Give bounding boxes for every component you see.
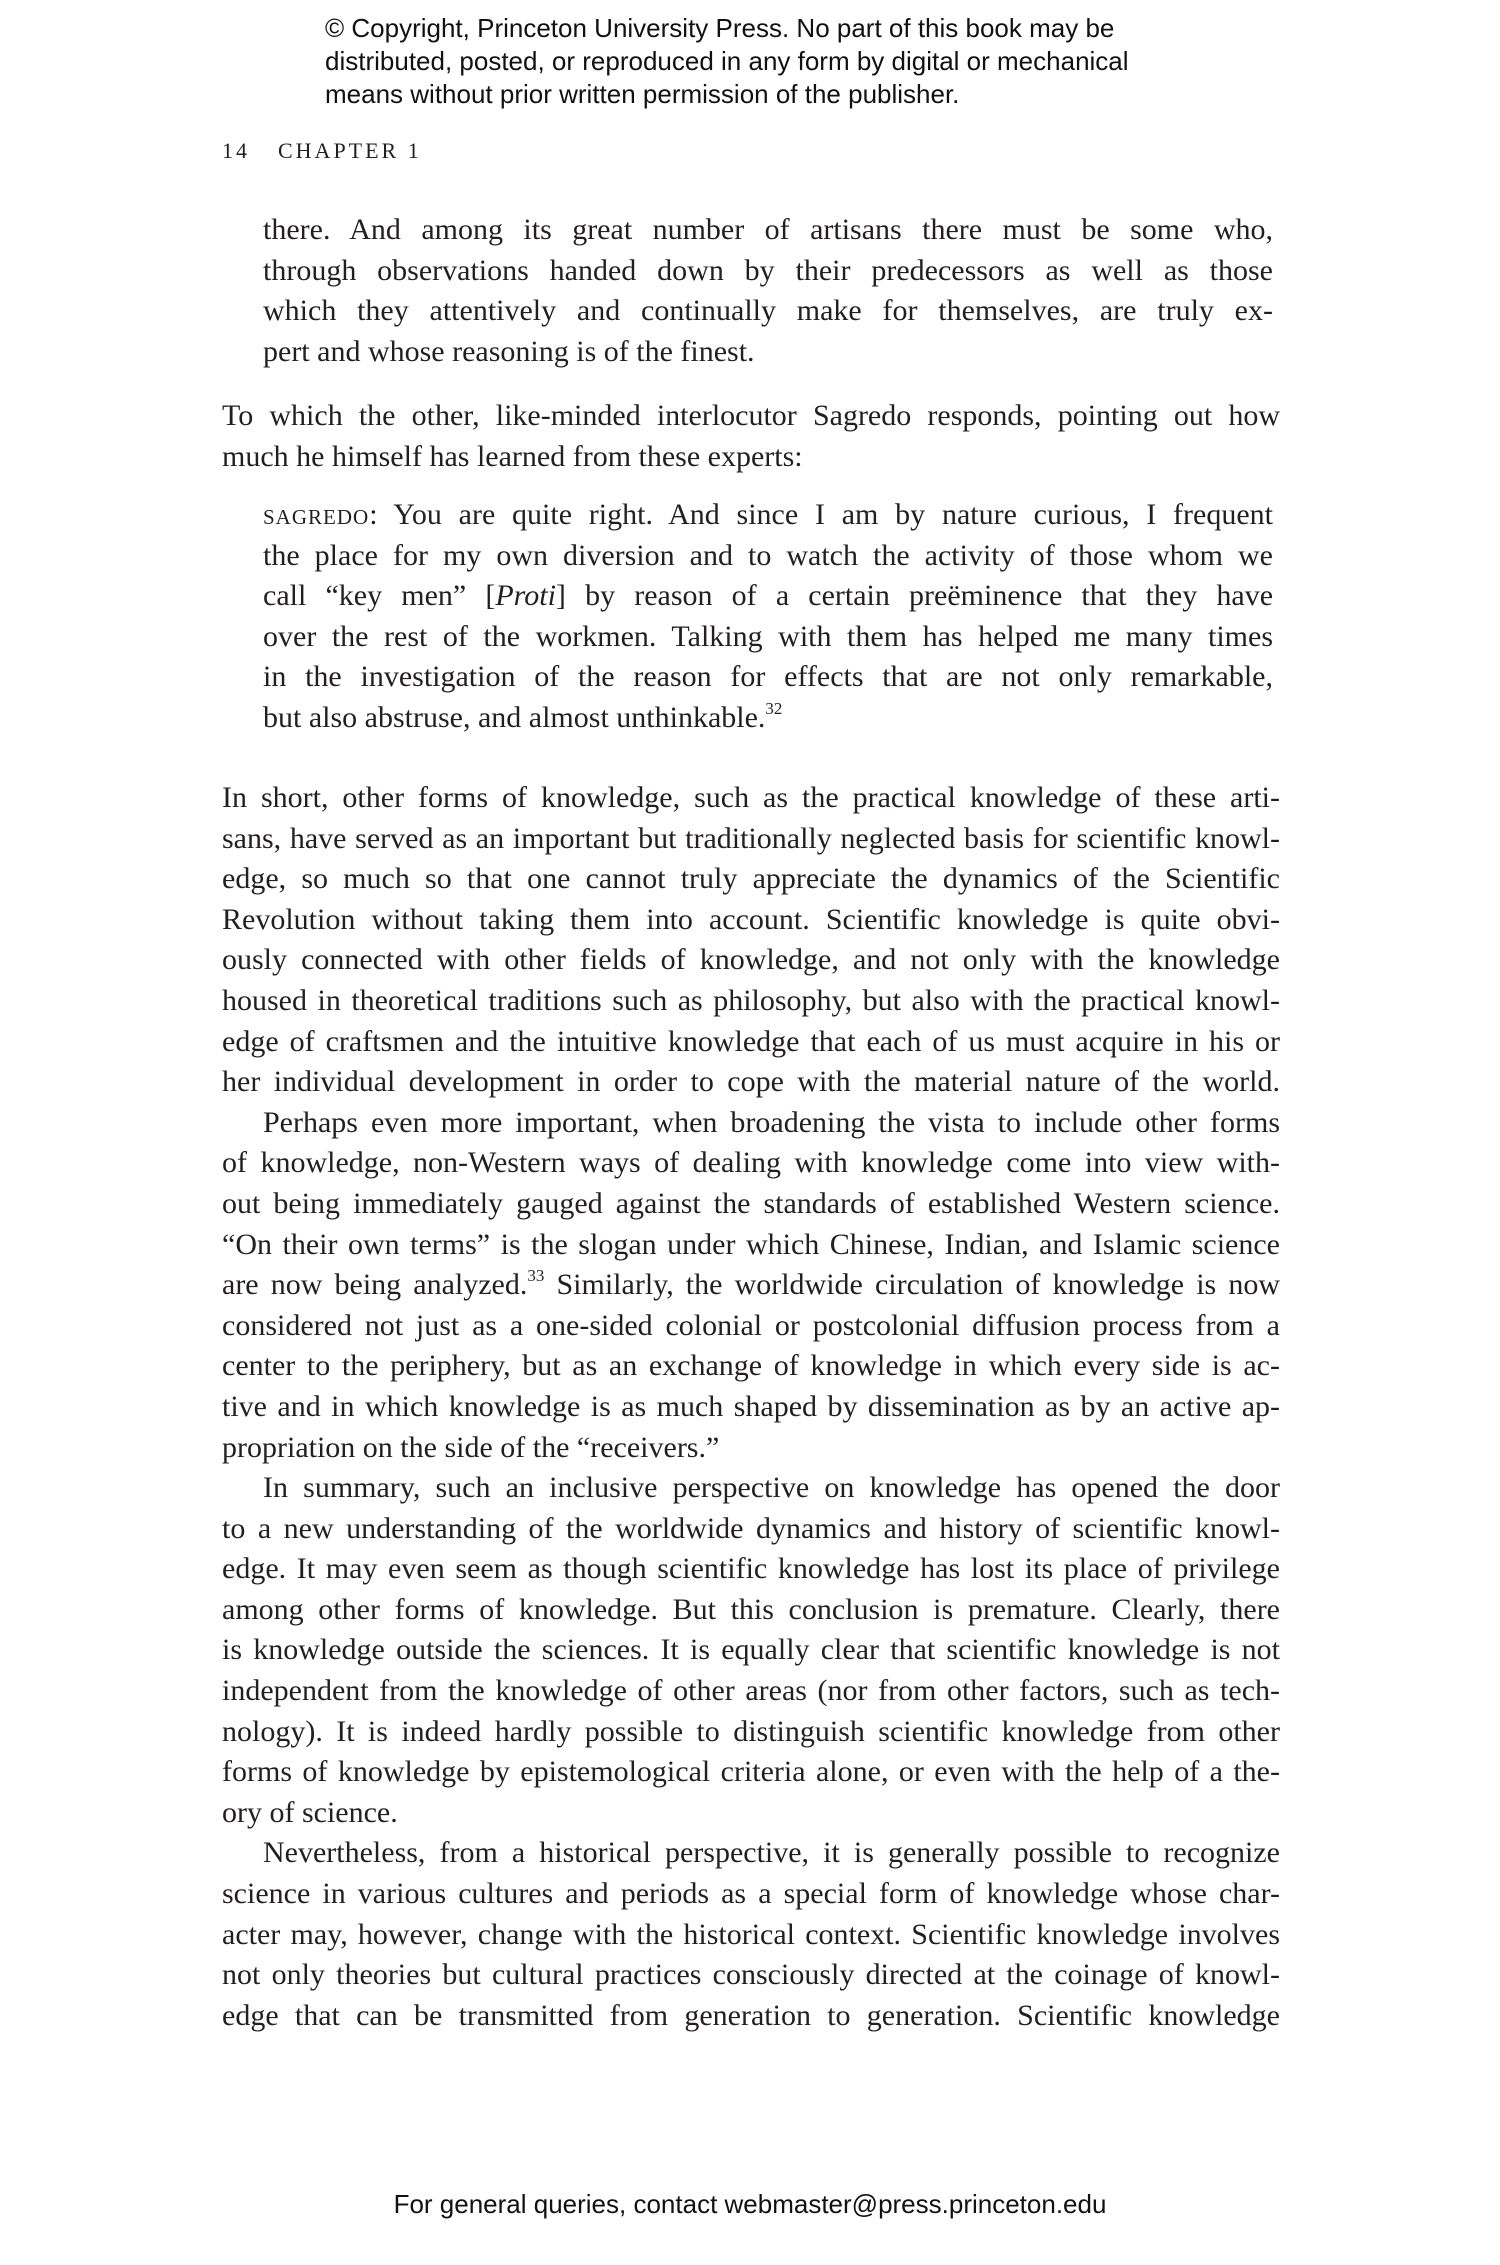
contact-footer: For general queries, contact webmaster@press.princeton.edu bbox=[393, 2189, 1107, 2219]
text-line: Nevertheless, from a historical perspective, it is generally possible to recognize bbox=[263, 1836, 1280, 1870]
text-line: tive and in which knowledge is as much shaped by dissemination as by an active ap- bbox=[222, 1389, 1280, 1423]
page-number: 14 bbox=[222, 138, 250, 163]
copyright-line: distributed, posted, or reproduced in any form by digital or mechanical bbox=[325, 46, 1129, 76]
text-line: In short, other forms of knowledge, such as the practical knowledge of these arti- bbox=[222, 781, 1280, 814]
speaker-name: sagredo bbox=[263, 498, 370, 531]
text-line: to a new understanding of the worldwide dynamics and history of scientific knowl- bbox=[222, 1511, 1280, 1545]
text-line bbox=[263, 698, 1273, 739]
text-line: science in various cultures and periods as a special form of knowledge whose char- bbox=[222, 1877, 1280, 1911]
text-line: edge, so much so that one cannot truly appreciate the dynamics of the Scientific bbox=[222, 862, 1280, 896]
text-line: which they attentively and continually make for themselves, are truly ex- bbox=[263, 294, 1273, 327]
text-line: in the investigation of the reason for effects that are not only remarkable, bbox=[263, 660, 1273, 693]
text-line bbox=[263, 576, 1273, 617]
text-line: sans, have served as an important but traditionally neglected basis for scientific knowl- bbox=[222, 821, 1280, 855]
paragraph-non-western bbox=[222, 1103, 1280, 1468]
text-line: among other forms of knowledge. But this conclusion is premature. Clearly, there bbox=[222, 1592, 1280, 1626]
text-line: ously connected with other fields of knowledge, and not only with the knowledge bbox=[222, 943, 1280, 977]
text-line: her individual development in order to cope with the material nature of the world. bbox=[222, 1065, 1280, 1099]
block-quote-sagredo bbox=[263, 495, 1273, 738]
text-fragment: : You are quite right. And since I am by nature curious, I frequent bbox=[369, 498, 1273, 531]
copyright-line: © Copyright, Princeton University Press. No part of this book may be bbox=[325, 13, 1115, 43]
text-fragment: ] by reason of a certain preëminence that they have bbox=[555, 579, 1274, 612]
main-body-text bbox=[222, 778, 1280, 2036]
text-line: out being immediately gauged against the standards of established Western science. bbox=[222, 1186, 1280, 1220]
text-line: is knowledge outside the sciences. It is equally clear that scientific knowledge is not bbox=[222, 1633, 1280, 1667]
text-line: there. And among its great number of artisans there must be some who, bbox=[263, 213, 1273, 246]
text-line: nology). It is indeed hardly possible to distinguish scientific knowledge from other bbox=[222, 1714, 1280, 1748]
text-line: edge. It may even seem as though scientific knowledge has lost its place of privilege bbox=[222, 1552, 1280, 1586]
text-line: considered not just as a one-sided colonial or postcolonial diffusion process from a bbox=[222, 1308, 1280, 1342]
copyright-line: means without prior written permission of the publisher. bbox=[325, 79, 960, 109]
copyright-notice bbox=[325, 12, 1325, 111]
text-fragment: Similarly, the worldwide circulation of knowledge is now bbox=[544, 1268, 1280, 1302]
text-line: In summary, such an inclusive perspective on knowledge has opened the door bbox=[263, 1471, 1280, 1505]
text-fragment: are now being analyzed. bbox=[222, 1268, 528, 1302]
footnote-ref: 32 bbox=[765, 698, 783, 718]
text-line: Perhaps even more important, when broadening the vista to include other forms bbox=[263, 1105, 1280, 1139]
footnote-ref: 33 bbox=[527, 1266, 545, 1286]
text-line: Revolution without taking them into account. Scientific knowledge is quite obvi- bbox=[222, 902, 1280, 936]
paragraph-summary bbox=[222, 1468, 1280, 1833]
chapter-label: CHAPTER 1 bbox=[278, 138, 422, 163]
text-line: acter may, however, change with the historical context. Scientific knowledge involves bbox=[222, 1917, 1280, 1951]
text-line: To which the other, like-minded interlocutor Sagredo responds, pointing out how bbox=[222, 399, 1280, 432]
italic-term: Proti bbox=[495, 579, 556, 612]
paragraph-other-forms bbox=[222, 778, 1280, 1103]
text-line: propriation on the side of the “receivers.” bbox=[222, 1430, 720, 1464]
text-line: edge of craftsmen and the intuitive knowledge that each of us must acquire in his or bbox=[222, 1024, 1280, 1058]
text-line: edge that can be transmitted from generation to generation. Scientific knowledge bbox=[222, 1998, 1280, 2032]
text-line: independent from the knowledge of other areas (nor from other factors, such as tech- bbox=[222, 1674, 1280, 1708]
text-line: through observations handed down by their predecessors as well as those bbox=[263, 253, 1273, 287]
paragraph-historical-perspective bbox=[222, 1833, 1280, 2036]
text-line: not only theories but cultural practices consciously directed at the coinage of knowl- bbox=[222, 1958, 1280, 1992]
text-line: of knowledge, non-Western ways of dealing with knowledge come into view with- bbox=[222, 1146, 1280, 1180]
text-line bbox=[263, 495, 1273, 536]
running-head bbox=[222, 138, 422, 164]
text-line: over the rest of the workmen. Talking with them has helped me many times bbox=[263, 619, 1273, 653]
text-line: “On their own terms” is the slogan under which Chinese, Indian, and Islamic science bbox=[222, 1227, 1280, 1261]
text-line: pert and whose reasoning is of the finest. bbox=[263, 334, 755, 368]
text-fragment: call “key men” [ bbox=[263, 579, 496, 612]
text-fragment: but also abstruse, and almost unthinkable. bbox=[263, 700, 766, 734]
text-line: much he himself has learned from these experts: bbox=[222, 440, 803, 473]
text-line: forms of knowledge by epistemological criteria alone, or even with the help of a the- bbox=[222, 1755, 1280, 1789]
block-quote-artisans bbox=[263, 210, 1273, 372]
text-line: ory of science. bbox=[222, 1795, 398, 1829]
paragraph-intro-sagredo bbox=[222, 395, 1280, 477]
text-line bbox=[222, 1265, 1280, 1306]
text-line: center to the periphery, but as an exchange of knowledge in which every side is ac- bbox=[222, 1349, 1280, 1383]
text-line: the place for my own diversion and to watch the activity of those whom we bbox=[263, 538, 1273, 572]
text-line: housed in theoretical traditions such as philosophy, but also with the practical knowl- bbox=[222, 983, 1280, 1017]
